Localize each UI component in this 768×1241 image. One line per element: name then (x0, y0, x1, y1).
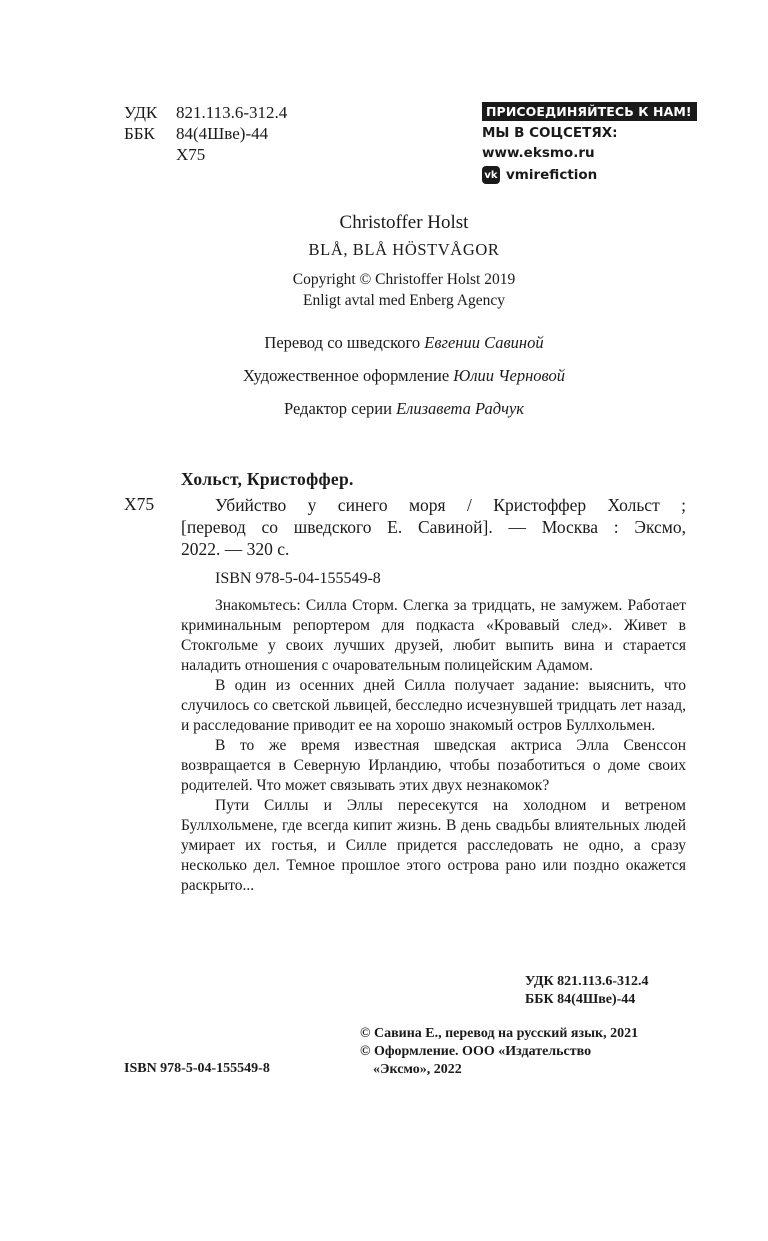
credit-editor (0, 399, 768, 419)
bottom-isbn: ISBN 978-5-04-155549-8 (124, 1061, 270, 1076)
credit-role: Художественное оформление (243, 366, 450, 385)
vk-icon: vk (482, 166, 500, 184)
annotation (181, 596, 686, 896)
bottom-bbk: ББК 84(4Шве)-44 (525, 992, 636, 1007)
credit-person: Елизавета Радчук (396, 399, 525, 418)
original-author: Christoffer Holst (339, 212, 469, 233)
bbk-row (124, 123, 287, 144)
udk-row (124, 102, 287, 123)
annotation-paragraph: Пути Силлы и Эллы пересекутся на холодном и ветреном Буллхольмене, где всегда кипит жизнь. В день свадьбы влиятельных людей умирает их гостья, и Силле придется расследовать не одно, а сразу несколько дел. Темное прошлое этого острова рано или поздно окажется раскрыто... (181, 797, 686, 894)
author-mark-row (124, 144, 287, 165)
copyright-publisher: «Эксмо», 2022 (373, 1062, 462, 1077)
credit-translation (0, 333, 768, 353)
original-title: BLÅ, BLÅ HÖSTVÅGOR (308, 240, 500, 259)
join-us-banner: ПРИСОЕДИНЯЙТЕСЬ К НАМ! (482, 102, 697, 121)
copyright-design: © Оформление. ООО «Издательство (360, 1044, 592, 1059)
social-subtitle: МЫ В СОЦСЕТЯХ: (482, 125, 618, 141)
biblio-line-2: [перевод со шведского Е. Савиной]. — Москва : Эксмо, (181, 517, 686, 537)
bbk-label: ББК (124, 124, 155, 143)
social-block (482, 101, 697, 184)
biblio-line-3: 2022. — 320 с. (181, 539, 290, 559)
udk-label: УДК (124, 103, 158, 122)
annotation-paragraph: В то же время известная шведская актриса Элла Свенссон возвращается в Северную Ирландию, чтобы позаботиться о доме своих родителей. Что может связывать этих двух незнакомок? (181, 737, 686, 794)
biblio-heading: Хольст, Кристоффер. (181, 469, 354, 489)
annotation-paragraph: Знакомьтесь: Силла Сторм. Слегка за тридцать, не замужем. Работает криминальным репортером для подкаста «Кровавый след». Живет в Стокгольме у своих лучших друзей, любит выпить вина и старается наладить отношения с очаровательным полицейским Адамом. (181, 597, 686, 674)
credit-design (0, 366, 768, 386)
biblio-line-1: Убийство у синего моря / Кристоффер Хольст ; (215, 495, 686, 515)
author-mark: Х75 (176, 145, 206, 164)
website-link[interactable]: www.eksmo.ru (482, 145, 595, 161)
credit-person: Юлии Черновой (453, 366, 565, 385)
copyright-line-1: Copyright © Christoffer Holst 2019 (292, 271, 516, 288)
vk-handle: vmirefiction (506, 167, 598, 183)
biblio-mark: Х75 (124, 494, 155, 514)
bottom-classification (525, 973, 649, 1009)
classification-block (124, 102, 287, 165)
credit-role: Перевод со шведского (264, 333, 421, 352)
copyright-line-2: Enligt avtal med Enberg Agency (302, 292, 506, 309)
original-copyright (0, 269, 768, 311)
biblio-record (181, 494, 686, 560)
biblio-isbn: ISBN 978-5-04-155549-8 (215, 570, 381, 587)
annotation-paragraph: В один из осенних дней Силла получает задание: выяснить, что случилось со светской львицей, бесследно исчезнувшей тридцать лет назад, и расследование приводит ее на хорошо знакомый остров Буллхольмен. (181, 677, 686, 734)
udk-value: 821.113.6-312.4 (176, 103, 288, 122)
vk-link[interactable] (482, 166, 697, 184)
credit-role: Редактор серии (283, 399, 392, 418)
copyright-translation: © Савина Е., перевод на русский язык, 2021 (360, 1026, 639, 1041)
bottom-udk: УДК 821.113.6-312.4 (525, 974, 649, 989)
bbk-value: 84(4Шве)-44 (176, 124, 269, 143)
bottom-copyright (360, 1025, 638, 1079)
credit-person: Евгении Савиной (424, 333, 544, 352)
